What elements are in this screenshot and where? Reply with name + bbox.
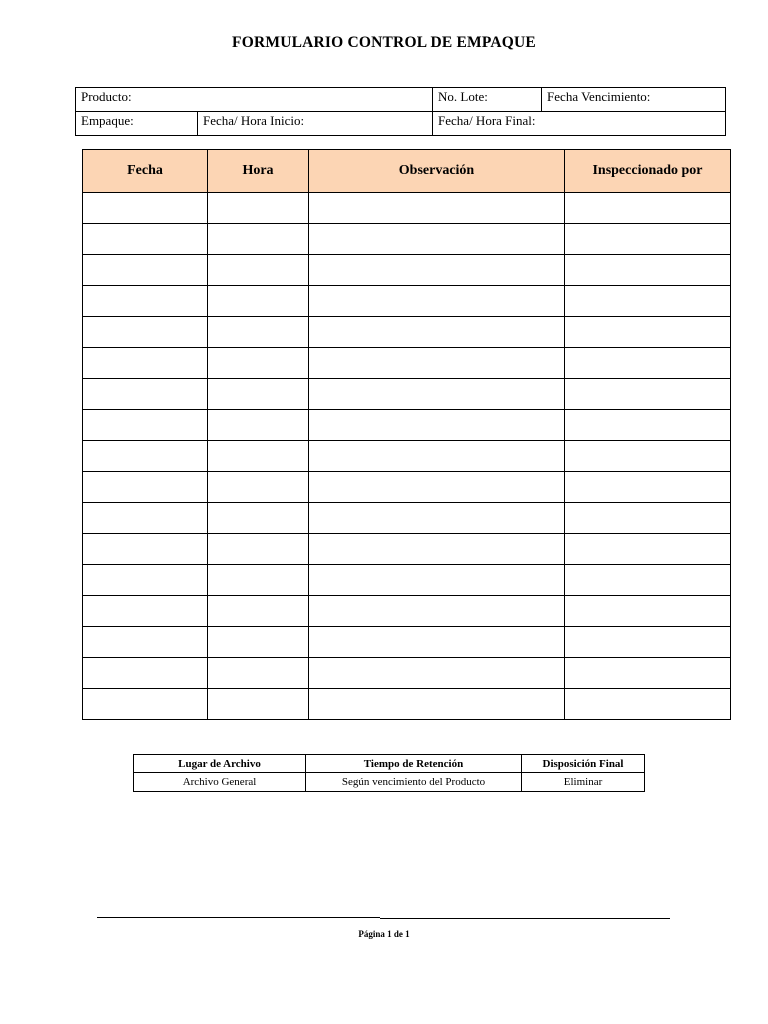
hora-cell[interactable] [208,565,309,596]
hora-cell[interactable] [208,472,309,503]
fecha-cell[interactable] [83,379,208,410]
table-row [83,627,731,658]
observacion-cell[interactable] [309,472,565,503]
hora-cell[interactable] [208,689,309,720]
fecha-cell[interactable] [83,410,208,441]
fecha-cell[interactable] [83,224,208,255]
inspeccionado-cell[interactable] [565,596,731,627]
inspeccionado-cell[interactable] [565,441,731,472]
inspeccionado-cell[interactable] [565,348,731,379]
observacion-cell[interactable] [309,441,565,472]
hora-cell[interactable] [208,255,309,286]
lote-field[interactable]: No. Lote: [433,88,542,112]
observacion-cell[interactable] [309,534,565,565]
observacion-cell[interactable] [309,658,565,689]
fecha-cell[interactable] [83,441,208,472]
vencimiento-field[interactable]: Fecha Vencimiento: [542,88,726,112]
hora-cell[interactable] [208,193,309,224]
inspection-log-table [82,149,731,720]
table-row [83,534,731,565]
producto-field[interactable]: Producto: [76,88,433,112]
fecha-cell[interactable] [83,317,208,348]
fecha-cell[interactable] [83,596,208,627]
observacion-cell[interactable] [309,348,565,379]
header-inspeccionado-por: Inspeccionado por [565,150,731,193]
footer-divider-left [97,917,380,918]
observacion-cell[interactable] [309,317,565,348]
table-row [83,596,731,627]
observacion-cell[interactable] [309,224,565,255]
table-row [83,286,731,317]
hora-cell[interactable] [208,441,309,472]
fecha-cell[interactable] [83,627,208,658]
inspeccionado-cell[interactable] [565,503,731,534]
fecha-cell[interactable] [83,503,208,534]
archive-values-row [134,773,645,792]
observacion-cell[interactable] [309,689,565,720]
fecha-cell[interactable] [83,565,208,596]
table-row [83,193,731,224]
observacion-cell[interactable] [309,193,565,224]
inspeccionado-cell[interactable] [565,379,731,410]
hora-cell[interactable] [208,534,309,565]
observacion-cell[interactable] [309,410,565,441]
table-row [83,348,731,379]
page-number: Página 1 de 1 [358,929,410,939]
inspeccionado-cell[interactable] [565,534,731,565]
header-fecha: Fecha [83,150,208,193]
inspeccionado-cell[interactable] [565,472,731,503]
fecha-cell[interactable] [83,658,208,689]
hora-cell[interactable] [208,627,309,658]
inspeccionado-cell[interactable] [565,193,731,224]
observacion-cell[interactable] [309,627,565,658]
form-title: FORMULARIO CONTROL DE EMPAQUE [232,34,536,51]
log-header-row [83,150,731,193]
header-observacion: Observación [309,150,565,193]
observacion-cell[interactable] [309,255,565,286]
inspeccionado-cell[interactable] [565,410,731,441]
inspeccionado-cell[interactable] [565,689,731,720]
fecha-cell[interactable] [83,689,208,720]
observacion-cell[interactable] [309,596,565,627]
table-row [83,255,731,286]
header-hora: Hora [208,150,309,193]
header-tiempo-retencion: Tiempo de Retención [306,755,522,773]
hora-cell[interactable] [208,410,309,441]
inspeccionado-cell[interactable] [565,255,731,286]
table-row [83,658,731,689]
hora-cell[interactable] [208,224,309,255]
observacion-cell[interactable] [309,379,565,410]
value-disposicion-final: Eliminar [522,773,645,792]
info-row-1 [76,88,726,112]
observacion-cell[interactable] [309,503,565,534]
fecha-cell[interactable] [83,348,208,379]
hora-cell[interactable] [208,317,309,348]
info-row-2 [76,112,726,136]
hora-cell[interactable] [208,658,309,689]
hora-cell[interactable] [208,379,309,410]
hora-cell[interactable] [208,348,309,379]
archive-header-row [134,755,645,773]
hora-cell[interactable] [208,503,309,534]
fecha-cell[interactable] [83,472,208,503]
fecha-cell[interactable] [83,255,208,286]
observacion-cell[interactable] [309,286,565,317]
archive-table [133,754,645,792]
table-row [83,503,731,534]
table-row [83,689,731,720]
table-row [83,379,731,410]
fecha-cell[interactable] [83,534,208,565]
table-row [83,441,731,472]
inspeccionado-cell[interactable] [565,627,731,658]
inspeccionado-cell[interactable] [565,565,731,596]
table-row [83,224,731,255]
footer-divider-right [380,918,670,919]
inspeccionado-cell[interactable] [565,658,731,689]
log-body [83,193,731,720]
value-tiempo-retencion: Según vencimiento del Producto [306,773,522,792]
hora-inicio-field[interactable]: Fecha/ Hora Inicio: [198,112,433,136]
hora-cell[interactable] [208,286,309,317]
empaque-field[interactable]: Empaque: [76,112,198,136]
inspeccionado-cell[interactable] [565,286,731,317]
table-row [83,472,731,503]
observacion-cell[interactable] [309,565,565,596]
table-row [83,565,731,596]
info-table [75,87,726,136]
fecha-cell[interactable] [83,286,208,317]
hora-cell[interactable] [208,596,309,627]
table-row [83,410,731,441]
header-lugar-archivo: Lugar de Archivo [134,755,306,773]
inspeccionado-cell[interactable] [565,224,731,255]
fecha-cell[interactable] [83,193,208,224]
header-disposicion-final: Disposición Final [522,755,645,773]
inspeccionado-cell[interactable] [565,317,731,348]
value-lugar-archivo: Archivo General [134,773,306,792]
table-row [83,317,731,348]
hora-final-field[interactable]: Fecha/ Hora Final: [433,112,726,136]
